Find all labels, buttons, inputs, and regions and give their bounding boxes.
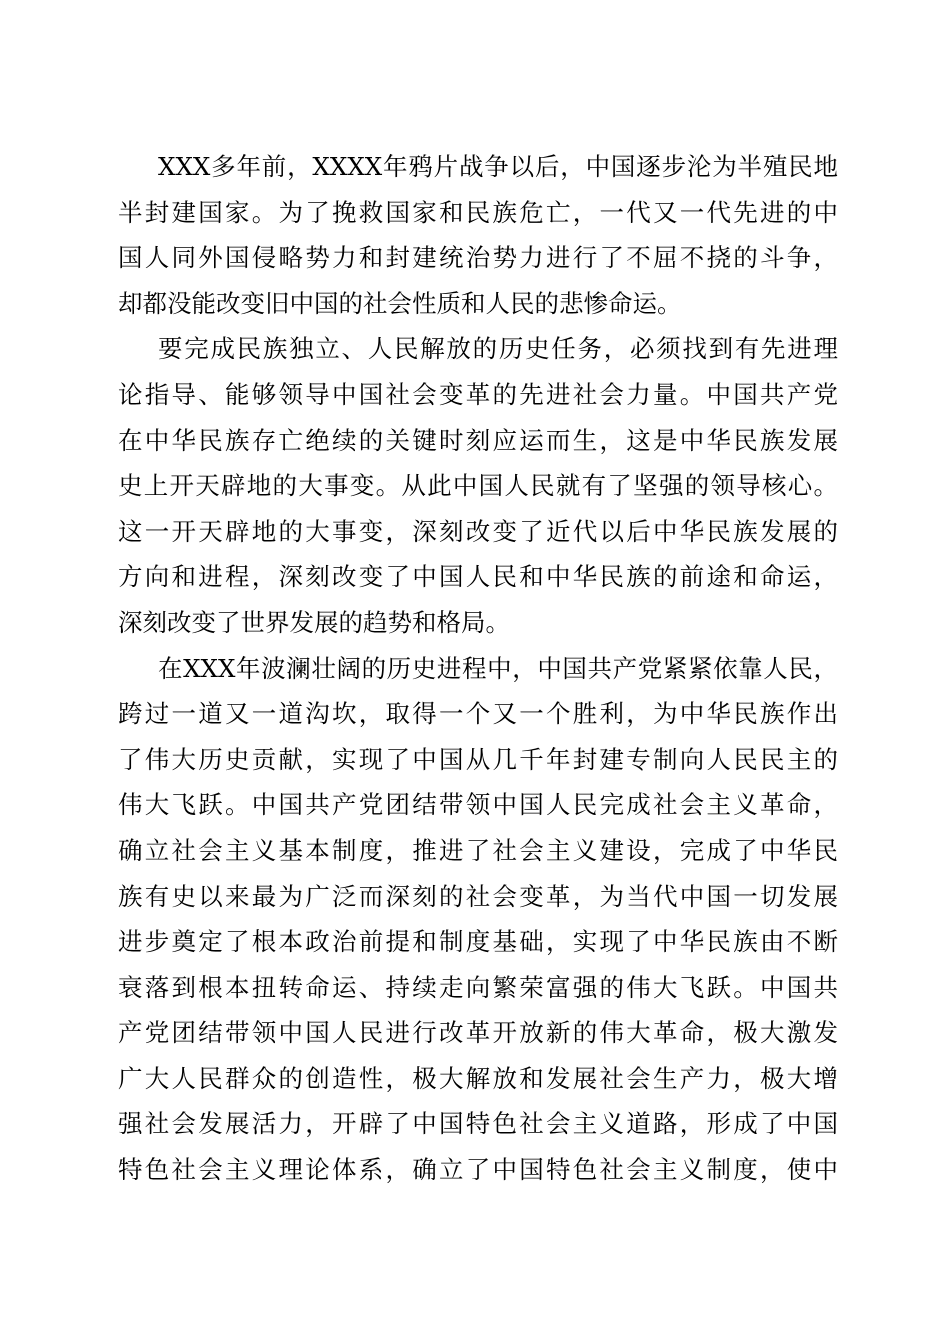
text-line: 方向和进程，深刻改变了中国人民和中华民族的前途和命运， [118,562,838,592]
paragraph-3 [118,646,838,1193]
text-line: 却都没能改变旧中国的社会性质和人民的悲惨命运。 [118,288,682,318]
text-line: 国人同外国侵略势力和封建统治势力进行了不屈不挠的斗争， [118,243,838,273]
text-line: 伟大飞跃。中国共产党团结带领中国人民完成社会主义革命， [118,790,838,820]
text-line: 特色社会主义理论体系，确立了中国特色社会主义制度，使中 [118,1155,838,1185]
text-line: XXX多年前，XXXX年鸦片战争以后，中国逐步沦为半殖民地 [158,152,838,181]
text-line: 半封建国家。为了挽救国家和民族危亡，一代又一代先进的中 [118,197,838,227]
text-line: 跨过一道又一道沟坎，取得一个又一个胜利，为中华民族作出 [118,699,838,729]
text-line: 要完成民族独立、人民解放的历史任务，必须找到有先进理 [158,334,838,364]
text-line: 产党团结带领中国人民进行改革开放新的伟大革命，极大激发 [118,1018,838,1048]
text-line: 族有史以来最为广泛而深刻的社会变革，为当代中国一切发展 [118,881,838,911]
text-line: 了伟大历史贡献，实现了中国从几千年封建专制向人民民主的 [118,744,838,774]
paragraph-1 [118,144,838,326]
text-line: 强社会发展活力，开辟了中国特色社会主义道路，形成了中国 [118,1109,838,1139]
text-line: 在XXX年波澜壮阔的历史进程中，中国共产党紧紧依靠人民， [158,653,838,683]
text-line: 确立社会主义基本制度，推进了社会主义建设，完成了中华民 [118,835,838,865]
text-line: 这一开天辟地的大事变，深刻改变了近代以后中华民族发展的 [118,516,838,546]
paragraph-2 [118,326,838,645]
text-line: 衰落到根本扭转命运、持续走向繁荣富强的伟大飞跃。中国共 [118,972,838,1002]
text-line: 深刻改变了世界发展的趋势和格局。 [118,607,510,637]
text-line: 论指导、能够领导中国社会变革的先进社会力量。中国共产党 [118,379,838,409]
text-line: 进步奠定了根本政治前提和制度基础，实现了中华民族由不断 [118,927,838,957]
document-body [118,144,838,1193]
text-line: 在中华民族存亡绝续的关键时刻应运而生，这是中华民族发展 [118,425,838,455]
text-line: 广大人民群众的创造性，极大解放和发展社会生产力，极大增 [118,1063,838,1093]
text-line: 史上开天辟地的大事变。从此中国人民就有了坚强的领导核心。 [118,471,838,501]
